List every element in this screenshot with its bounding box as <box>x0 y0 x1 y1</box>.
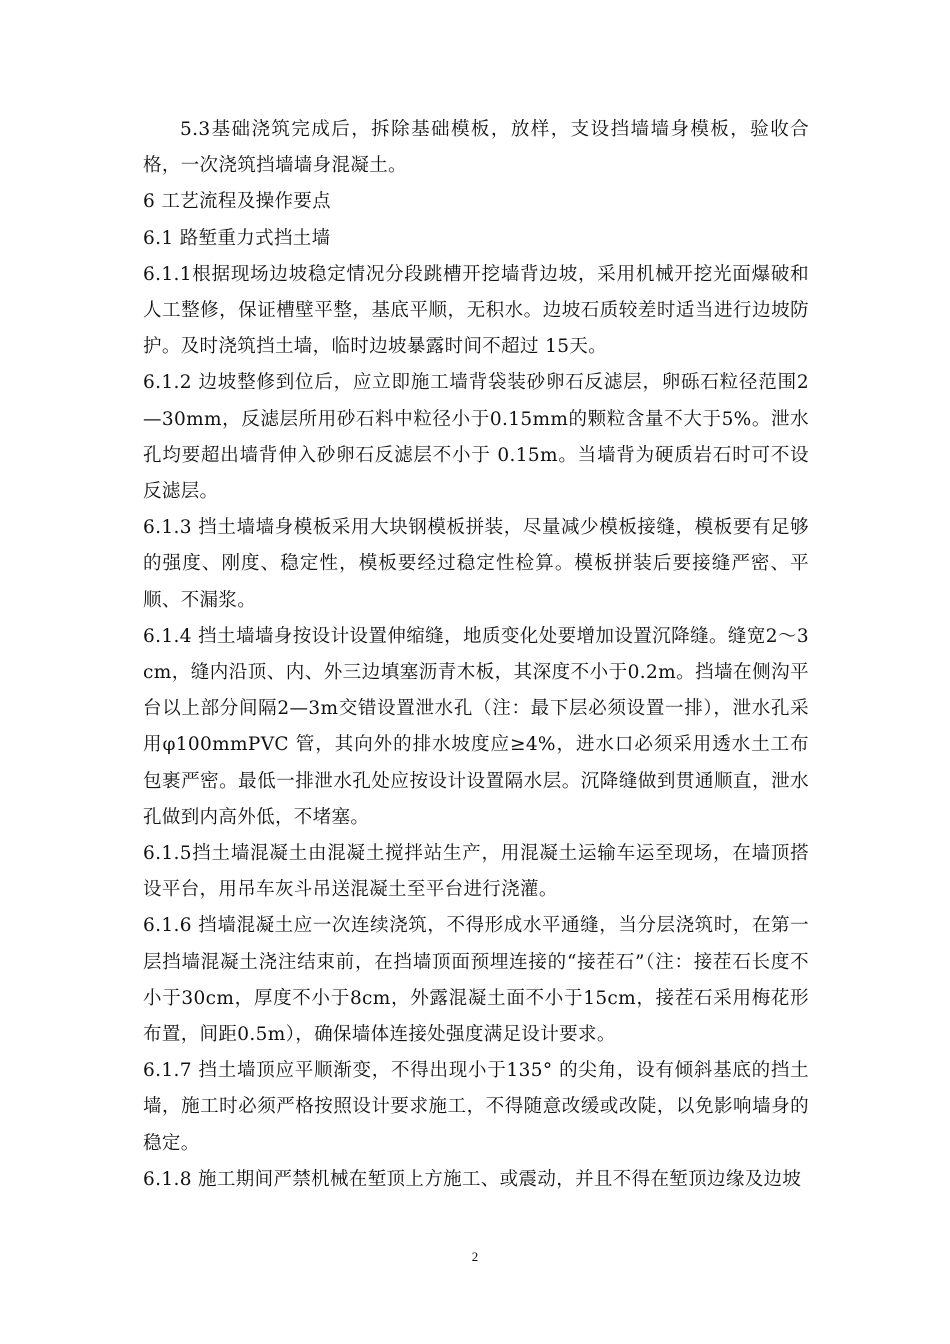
paragraph-6-1-4: 6.1.4 挡土墙墙身按设计设置伸缩缝，地质变化处要增加设置沉降缝。缝宽2～3cm，缝内沿顶、内、外三边填塞沥青木板，其深度不小于0.2m。挡墙在侧沟平台以上部分间隔2—3m交错设置泄水孔（注：最下层必须设置一排），泄水孔采用φ100mmPVC 管，其向外的排水坡度应≥4%，进水口必须采用透水土工布包裹严密。最低一排泄水孔处应按设计设置隔水层。沉降缝做到贯通顺直，泄水孔做到内高外低，不堵塞。 <box>143 625 809 828</box>
paragraph-6-1-7: 6.1.7 挡土墙顶应平顺渐变，不得出现小于135° 的尖角，设有倾斜基底的挡土墙，施工时必须严格按照设计要求施工，不得随意改缓或改陡，以免影响墙身的稳定。 <box>143 1060 809 1154</box>
paragraph-6-1-5: 6.1.5挡土墙混凝土由混凝土搅拌站生产，用混凝土运输车运至现场，在墙顶搭设平台，用吊车灰斗吊送混凝土至平台进行浇灌。 <box>143 843 809 901</box>
paragraph-6-1-8: 6.1.8 施工期间严禁机械在堑顶上方施工、或震动，并且不得在堑顶边缘及边坡 <box>143 1168 802 1190</box>
document-body <box>143 112 809 1198</box>
paragraph-6-1-1: 6.1.1根据现场边坡稳定情况分段跳槽开挖墙背边坡，采用机械开挖光面爆破和人工整修，保证槽壁平整，基底平顺，无积水。边坡石质较差时适当进行边坡防护。及时浇筑挡土墙，临时边坡暴露时间不超过 15天。 <box>143 263 809 358</box>
paragraph-6-1-3: 6.1.3 挡土墙墙身模板采用大块钢模板拼装，尽量减少模板接缝，模板要有足够的强度、刚度、稳定性，模板要经过稳定性检算。模板拼装后要接缝严密、平顺、不漏浆。 <box>143 517 809 611</box>
section-heading-6: 6 工艺流程及操作要点 <box>143 191 332 213</box>
paragraph-5-3: 5.3基础浇筑完成后，拆除基础模板，放样，支设挡墙墙身模板，验收合格，一次浇筑挡墙墙身混凝土。 <box>143 119 809 177</box>
section-heading-6-1: 6.1 路堑重力式挡土墙 <box>143 227 331 249</box>
page-number: 2 <box>471 1249 479 1264</box>
paragraph-6-1-6: 6.1.6 挡墙混凝土应一次连续浇筑，不得形成水平通缝，当分层浇筑时，在第一层挡墙混凝土浇注结束前，在挡墙顶面预埋连接的“接茬石”（注：接茬石长度不小于30cm，厚度不小于8cm，外露混凝土面不小于15cm，接茬石采用梅花形布置，间距0.5m），确保墙体连接处强度满足设计要求。 <box>143 915 809 1046</box>
paragraph-6-1-2: 6.1.2 边坡整修到位后，应立即施工墙背袋装砂卵石反滤层，卵砾石粒径范围2—30mm，反滤层所用砂石料中粒径小于0.15mm的颗粒含量不大于5%。泄水孔均要超出墙背伸入砂卵石反滤层不小于 0.15m。当墙背为硬质岩石时可不设反滤层。 <box>143 372 809 503</box>
